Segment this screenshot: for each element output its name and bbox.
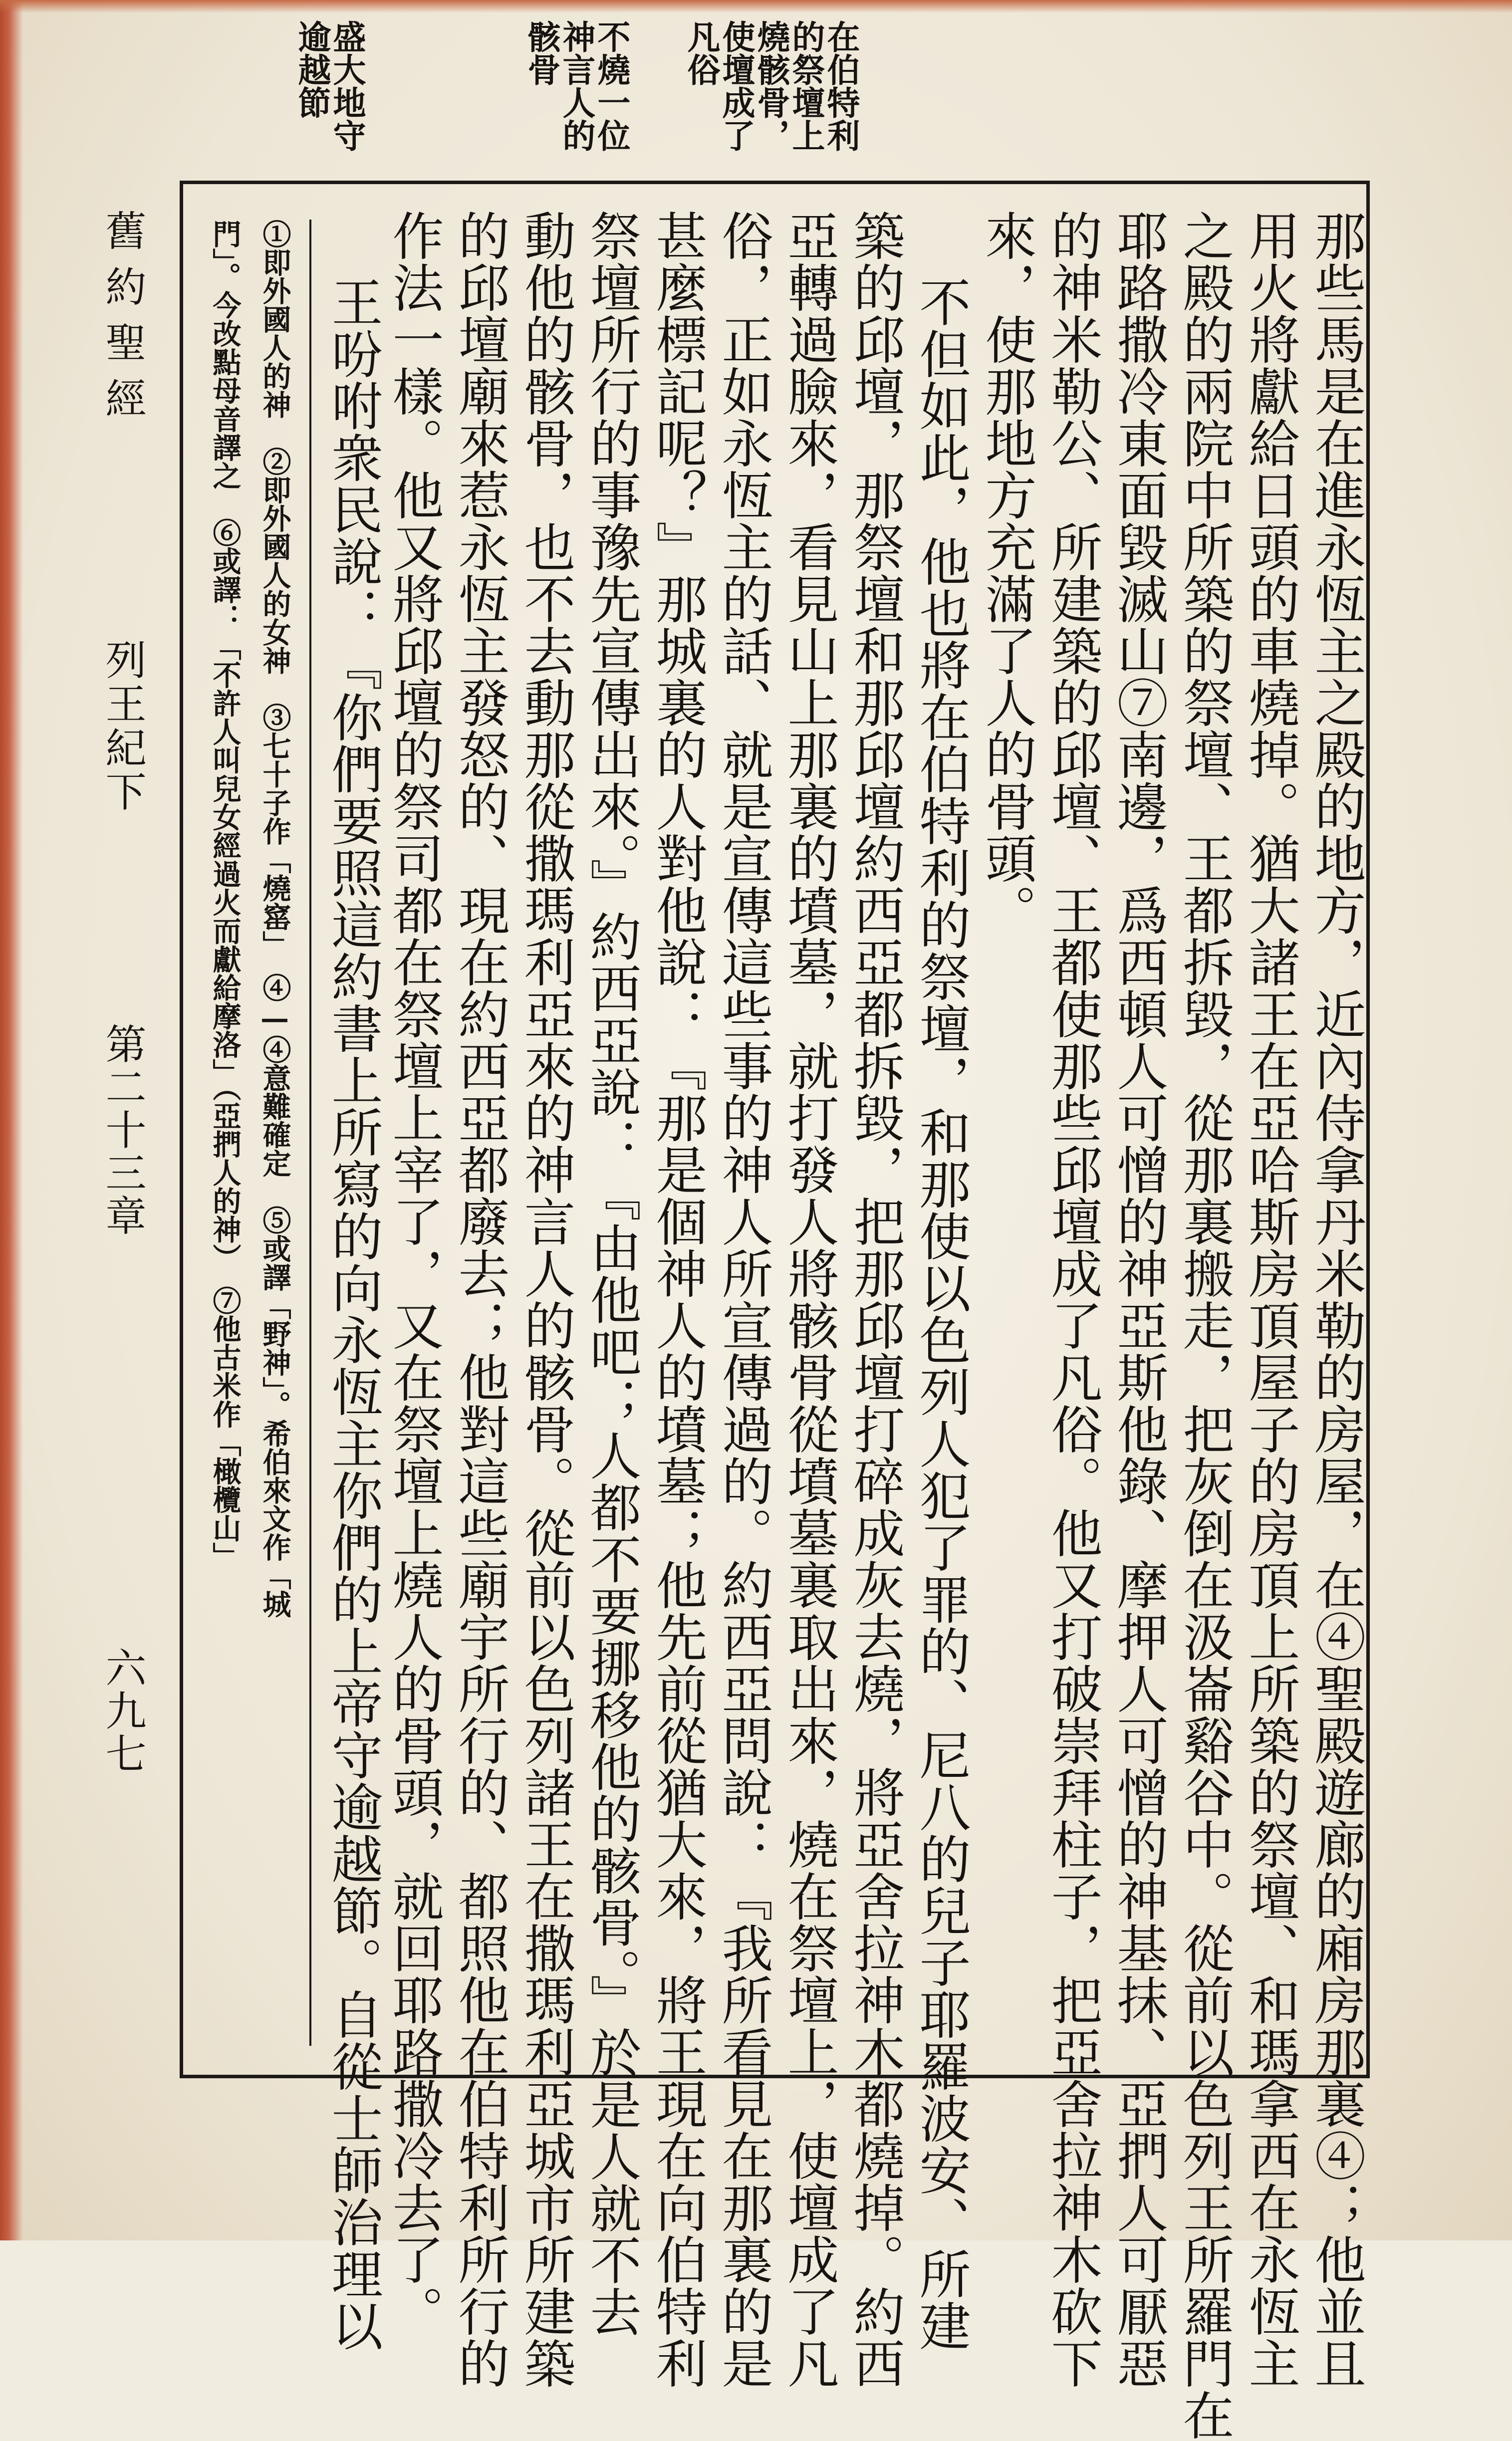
body-column-11: 甚麼標記呢？』那城裏的人對他說：『那是個神人的墳墓；他先前從猶大來，將王現在向伯特利 [647, 210, 707, 2389]
headnote-1 [823, 20, 858, 152]
body-column-5: 的神米勒公、所建築的邱壇、王都使那些邱壇成了凡俗。他又打破崇拜柱子，把亞舍拉神木砍下 [1042, 210, 1102, 2389]
footnote-column-2: 門」。今改點母音譯之 ⑥或譯：「不許人叫兒女經過火而獻給摩洛」（亞捫人的神） ⑦他古米作「橄欖山」 [208, 220, 242, 1571]
body-column-4: 耶路撒冷東面毀滅山⑦南邊，爲西頓人可憎的神亞斯他錄、摩押人可憎的神基抹、亞捫人可厭惡 [1108, 210, 1168, 2389]
body-column-13: 動他的骸骨，也不去動那從撒瑪利亞來的神言人的骸骨。從前以色列諸王在撒瑪利亞城市所建築 [515, 210, 575, 2389]
headnote-3-line-1: 盛大地守 [327, 20, 366, 152]
body-column-12: 祭壇所行的事豫先宣傳出來。』約西亞說：『由他吧；人都不要挪移他的骸骨。』於是人就不去 [581, 210, 641, 2338]
headnote-3-line-2: 逾越節 [292, 20, 331, 119]
headnote-1-line-5: 凡俗 [682, 20, 721, 86]
running-header-page-number: 六九七 [99, 1647, 146, 1775]
headnote-1-line-4: 使壇成了 [717, 20, 756, 152]
body-column-16: 王吩咐衆民說：『你們要照這約書上所寫的向永恆主你們的上帝守逾越節。自從士師治理以 [323, 276, 383, 2352]
footnote-divider-rule [309, 220, 311, 2046]
body-column-8: 築的邱壇，那祭壇和那邱壇約西亞都拆毀，把那邱壇打碎成灰去燒，將亞舍拉神木都燒掉。約西 [845, 210, 905, 2389]
running-header-book: 舊約聖經 [99, 210, 146, 433]
page-edge-stain [0, 0, 23, 2240]
headnote-1-line-3: 燒骸骨， [752, 20, 790, 152]
body-column-15: 作法一樣。他又將邱壇的祭司都在祭壇上宰了，又在祭壇上燒人的骨頭，就回耶路撒冷去了。 [384, 210, 444, 2337]
body-column-14: 的邱壇廟來惹永恆主發怒的、現在約西亞都廢去；他對這些廟宇所行的、都照他在伯特利所行的 [450, 210, 509, 2389]
headnote-2-line-1: 不燒一位 [592, 20, 631, 152]
page-top-stain [0, 0, 1512, 13]
body-column-10: 俗，正如永恆主的話、就是宣傳這些事的神人所宣傳過的。約西亞問說：『我所看見在那裏的是 [713, 210, 773, 2389]
running-header-chapter: 第二十三章 [99, 1023, 146, 1237]
headnote-2-line-3: 骸骨 [522, 20, 561, 86]
headnote-2-line-2: 神言人的 [557, 20, 596, 152]
running-header-section: 列王紀下 [99, 639, 146, 814]
body-column-3: 之殿的兩院中所築的祭壇、王都拆毀，從那裏搬走，把灰倒在汲崙谿谷中。從前以色列王所羅門在 [1174, 210, 1234, 2441]
body-column-9: 亞轉過臉來，看見山上那裏的墳墓，就打發人將骸骨從墳墓裏取出來，燒在祭壇上，使壇成了凡 [779, 210, 839, 2389]
footnote-column-1: ①即外國人的神 ②即外國人的女神 ③七十子作「燒窰」 ④—④意難確定 ⑤或譯「野神」。希伯來文作「城 [258, 220, 291, 1618]
body-column-7: 不但如此，他也將在伯特利的祭壇，和那使以色列人犯了罪的、尼八的兒子耶羅波安、所建 [911, 276, 971, 2352]
body-column-1: 那些馬是在進永恆主之殿的地方，近內侍拿丹米勒的房屋，在④聖殿遊廊的廂房那裏④；他並且 [1306, 210, 1366, 2389]
body-column-2: 用火將獻給日頭的車燒掉。猶大諸王在亞哈斯房頂屋子的房頂上所築的祭壇、和瑪拿西在永恆主 [1240, 210, 1300, 2389]
body-column-6: 來，使那地方充滿了人的骨頭。 [977, 210, 1036, 936]
headnote-1-line-2: 的祭壇上 [786, 20, 825, 152]
headnote-1-line: 在伯特利 [821, 20, 860, 152]
